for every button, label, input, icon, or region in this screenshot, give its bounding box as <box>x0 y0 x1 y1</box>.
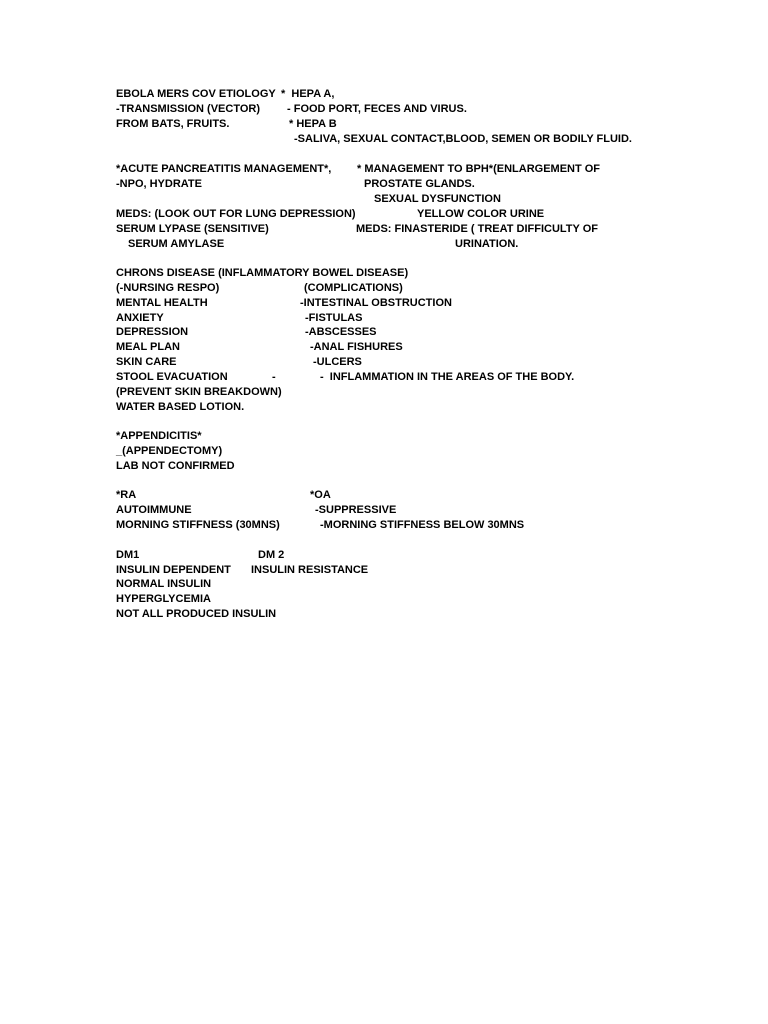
line-text-left: STOOL EVACUATION <box>116 371 228 383</box>
text-line <box>0 177 768 192</box>
line-text-left: MEAL PLAN <box>116 341 180 353</box>
line-text-left: FROM BATS, FRUITS. <box>116 118 230 130</box>
line-text-right: * HEPA B <box>289 118 337 130</box>
text-line <box>0 459 768 474</box>
text-line <box>0 577 768 592</box>
line-text-left: SERUM LYPASE (SENSITIVE) <box>116 223 269 235</box>
line-text-left: _(APPENDECTOMY) <box>116 445 223 457</box>
line-text-left: *RA <box>116 489 137 501</box>
text-line <box>0 311 768 326</box>
text-line <box>0 325 768 340</box>
text-line <box>0 281 768 296</box>
text-line <box>0 518 768 533</box>
line-text-right: INSULIN RESISTANCE <box>251 564 369 576</box>
text-line <box>0 237 768 252</box>
text-line <box>0 488 768 503</box>
line-text-right: - INFLAMMATION IN THE AREAS OF THE BODY. <box>320 371 575 383</box>
text-line <box>0 266 768 281</box>
line-text-left: EBOLA MERS COV ETIOLOGY <box>116 88 276 100</box>
line-text-right: -ANAL FISHURES <box>310 341 403 353</box>
line-text-right: - FOOD PORT, FECES AND VIRUS. <box>287 103 467 115</box>
line-text-left: -TRANSMISSION (VECTOR) <box>116 103 261 115</box>
line-text-right: (COMPLICATIONS) <box>304 282 403 294</box>
text-line <box>0 429 768 444</box>
line-text-right: YELLOW COLOR URINE <box>417 208 545 220</box>
text-line <box>0 296 768 311</box>
line-text-right: DM 2 <box>258 549 285 561</box>
line-text-left: *ACUTE PANCREATITIS MANAGEMENT*, <box>116 163 332 175</box>
line-text-left: MENTAL HEALTH <box>116 297 208 309</box>
line-text-right: -ULCERS <box>313 356 362 368</box>
text-line <box>0 548 768 563</box>
text-line <box>0 355 768 370</box>
line-text-right: URINATION. <box>455 238 519 250</box>
line-text-right: -MORNING STIFFNESS BELOW 30MNS <box>320 519 525 531</box>
line-text-left: AUTOIMMUNE <box>116 504 192 516</box>
line-text-right: MEDS: FINASTERIDE ( TREAT DIFFICULTY OF <box>356 223 598 235</box>
line-text-left: SERUM AMYLASE <box>128 238 225 250</box>
line-text-left: -NPO, HYDRATE <box>116 178 202 190</box>
text-line <box>0 385 768 400</box>
line-text-left: NORMAL INSULIN <box>116 578 212 590</box>
text-line <box>0 132 768 147</box>
line-text-right: -SALIVA, SEXUAL CONTACT,BLOOD, SEMEN OR BODILY FLUID. <box>294 133 632 145</box>
text-line <box>0 162 768 177</box>
line-text-left: HYPERGLYCEMIA <box>116 593 211 605</box>
text-line <box>0 222 768 237</box>
line-text-left: (PREVENT SKIN BREAKDOWN) <box>116 386 282 398</box>
line-text-right: * HEPA A, <box>281 88 335 100</box>
text-line <box>0 400 768 415</box>
line-text-left: CHRONS DISEASE (INFLAMMATORY BOWEL DISEASE) <box>116 267 409 279</box>
line-text-right: PROSTATE GLANDS. <box>364 178 475 190</box>
line-text-right: -SUPPRESSIVE <box>315 504 397 516</box>
text-line <box>0 607 768 622</box>
line-text-left: WATER BASED LOTION. <box>116 401 245 413</box>
line-text-right: * MANAGEMENT TO BPH*(ENLARGEMENT OF <box>357 163 601 175</box>
line-text-left: DEPRESSION <box>116 326 189 338</box>
line-text-left: *APPENDICITIS* <box>116 430 202 442</box>
text-line <box>0 102 768 117</box>
text-line <box>0 340 768 355</box>
line-text-right: -FISTULAS <box>305 312 363 324</box>
text-line <box>0 444 768 459</box>
line-text-left: ANXIETY <box>116 312 164 324</box>
line-text-left: NOT ALL PRODUCED INSULIN <box>116 608 277 620</box>
line-text-left: INSULIN DEPENDENT <box>116 564 231 576</box>
line-text-left: LAB NOT CONFIRMED <box>116 460 235 472</box>
text-line <box>0 370 768 385</box>
line-text-left: MORNING STIFFNESS (30MNS) <box>116 519 280 531</box>
line-text-left: SKIN CARE <box>116 356 177 368</box>
line-text-right: SEXUAL DYSFUNCTION <box>374 193 501 205</box>
text-line <box>0 207 768 222</box>
text-line <box>0 87 768 102</box>
line-text-left: DM1 <box>116 549 140 561</box>
text-line <box>0 192 768 207</box>
text-line <box>0 592 768 607</box>
line-text-left: MEDS: (LOOK OUT FOR LUNG DEPRESSION) <box>116 208 356 220</box>
line-text-left: (-NURSING RESPO) <box>116 282 220 294</box>
line-text-right: -ABSCESSES <box>305 326 377 338</box>
line-text-right: *OA <box>310 489 331 501</box>
text-line <box>0 503 768 518</box>
line-text-right: -INTESTINAL OBSTRUCTION <box>300 297 452 309</box>
text-line <box>0 563 768 578</box>
line-text-mid: - <box>272 371 276 383</box>
text-line <box>0 117 768 132</box>
